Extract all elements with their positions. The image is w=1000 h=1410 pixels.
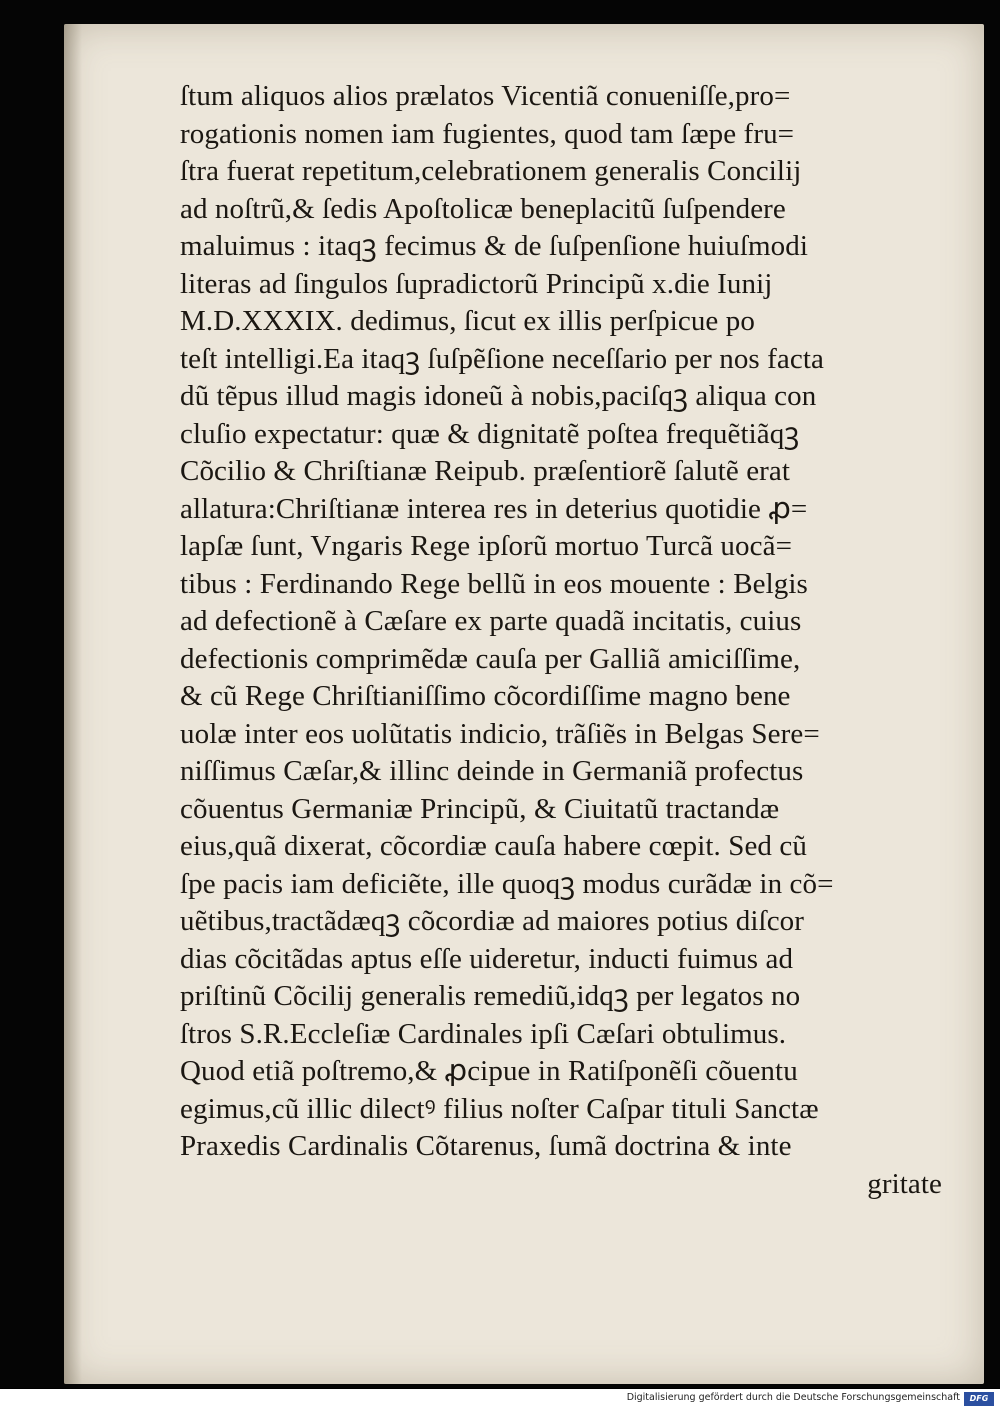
text-line: ad noſtrũ,& ſedis Apoſtolicæ beneplacitũ ſuſpendere (180, 192, 786, 225)
text-line: eius,quã dixerat, cõcordiæ cauſa habere cœpit. Sed cũ (180, 830, 807, 862)
text-line: uẽtibus,tractãdæqꝫ cõcordiæ ad maiores potius diſcor (180, 905, 805, 937)
text-line: priſtinũ Cõcilij generalis remediũ,idqꝫ per legatos no (180, 980, 801, 1012)
text-line: defectionis comprimẽdæ cauſa per Galliã amiciſſime, (180, 642, 801, 675)
text-line: teſt intelligi.Ea itaqꝫ ſuſpẽſione neceſſario per nos facta (180, 342, 824, 375)
funding-credit: Digitalisierung gefördert durch die Deutsche Forschungsgemeinschaft (626, 1392, 960, 1403)
text-line: ad defectionẽ à Cæſare ex parte quadã incitatis, cuius (180, 605, 802, 637)
page-gutter-shadow (64, 24, 82, 1384)
text-line: ſtra fuerat repetitum,celebrationem generalis Concilij (180, 155, 802, 187)
text-line: cõuentus Germaniæ Principũ, & Ciuitatũ tractandæ (180, 792, 780, 825)
dfg-logo-icon: DFG (964, 1392, 994, 1406)
text-line: rogationis nomen iam fugientes, quod tam ſæpe fru= (180, 117, 795, 150)
text-line: allatura:Chriſtianæ interea res in deterius quotidie ꝓ= (180, 492, 808, 525)
text-line: literas ad ſingulos ſupradictorũ Principũ x.die Iunij (180, 267, 773, 300)
text-line: ſtros S.R.Eccleſiæ Cardinales ipſi Cæſari obtulimus. (180, 1017, 787, 1050)
catchword: gritate (867, 1167, 942, 1200)
text-line: Praxedis Cardinalis Cõtarenus, ſumã doctrina & inte (180, 1130, 792, 1162)
text-line: ſtum aliquos alios prælatos Vicentiã conueniſſe,pro= (180, 80, 791, 112)
text-line: & cũ Rege Chriſtianiſſimo cõcordiſſime magno bene (180, 680, 791, 712)
text-line: uolæ inter eos uolũtatis indicio, trãſiẽs in Belgas Sere= (180, 717, 820, 750)
text-line: Cõcilio & Chriſtianæ Reipub. præſentiorẽ ſalutẽ erat (180, 455, 791, 487)
text-line: dũ tẽpus illud magis idoneũ à nobis,paciſqꝫ aliqua con (180, 380, 817, 412)
text-line: niſſimus Cæſar,& illinc deinde in Germaniã profectus (180, 755, 804, 787)
text-line: egimus,cũ illic dilectꝰ filius noſter Caſpar tituli Sanctæ (180, 1092, 819, 1125)
text-line: maluimus : itaqꝫ fecimus & de ſuſpenſione huiuſmodi (180, 230, 809, 262)
page-text-block (180, 78, 970, 1203)
text-line: lapſæ ſunt, Vngaris Rege ipſorũ mortuo Turcã uocã= (180, 530, 793, 562)
text-line: M.D.XXXIX. dedimus, ſicut ex illis perſpicue po (180, 305, 755, 337)
text-line: cluſio expectatur: quæ & dignitatẽ poſtea frequẽtiãqꝫ (180, 417, 800, 450)
text-line: tibus : Ferdinando Rege bellũ in eos mouente : Belgis (180, 567, 808, 600)
text-line: dias cõcitãdas aptus eſſe uideretur, inducti fuimus ad (180, 942, 794, 975)
text-line: Quod etiã poſtremo,& ꝓcipue in Ratiſponẽſi cõuentu (180, 1055, 798, 1087)
text-line: ſpe pacis iam deficiẽte, ille quoqꝫ modus curãdæ in cõ= (180, 867, 834, 900)
footer-bar (0, 1388, 1000, 1410)
